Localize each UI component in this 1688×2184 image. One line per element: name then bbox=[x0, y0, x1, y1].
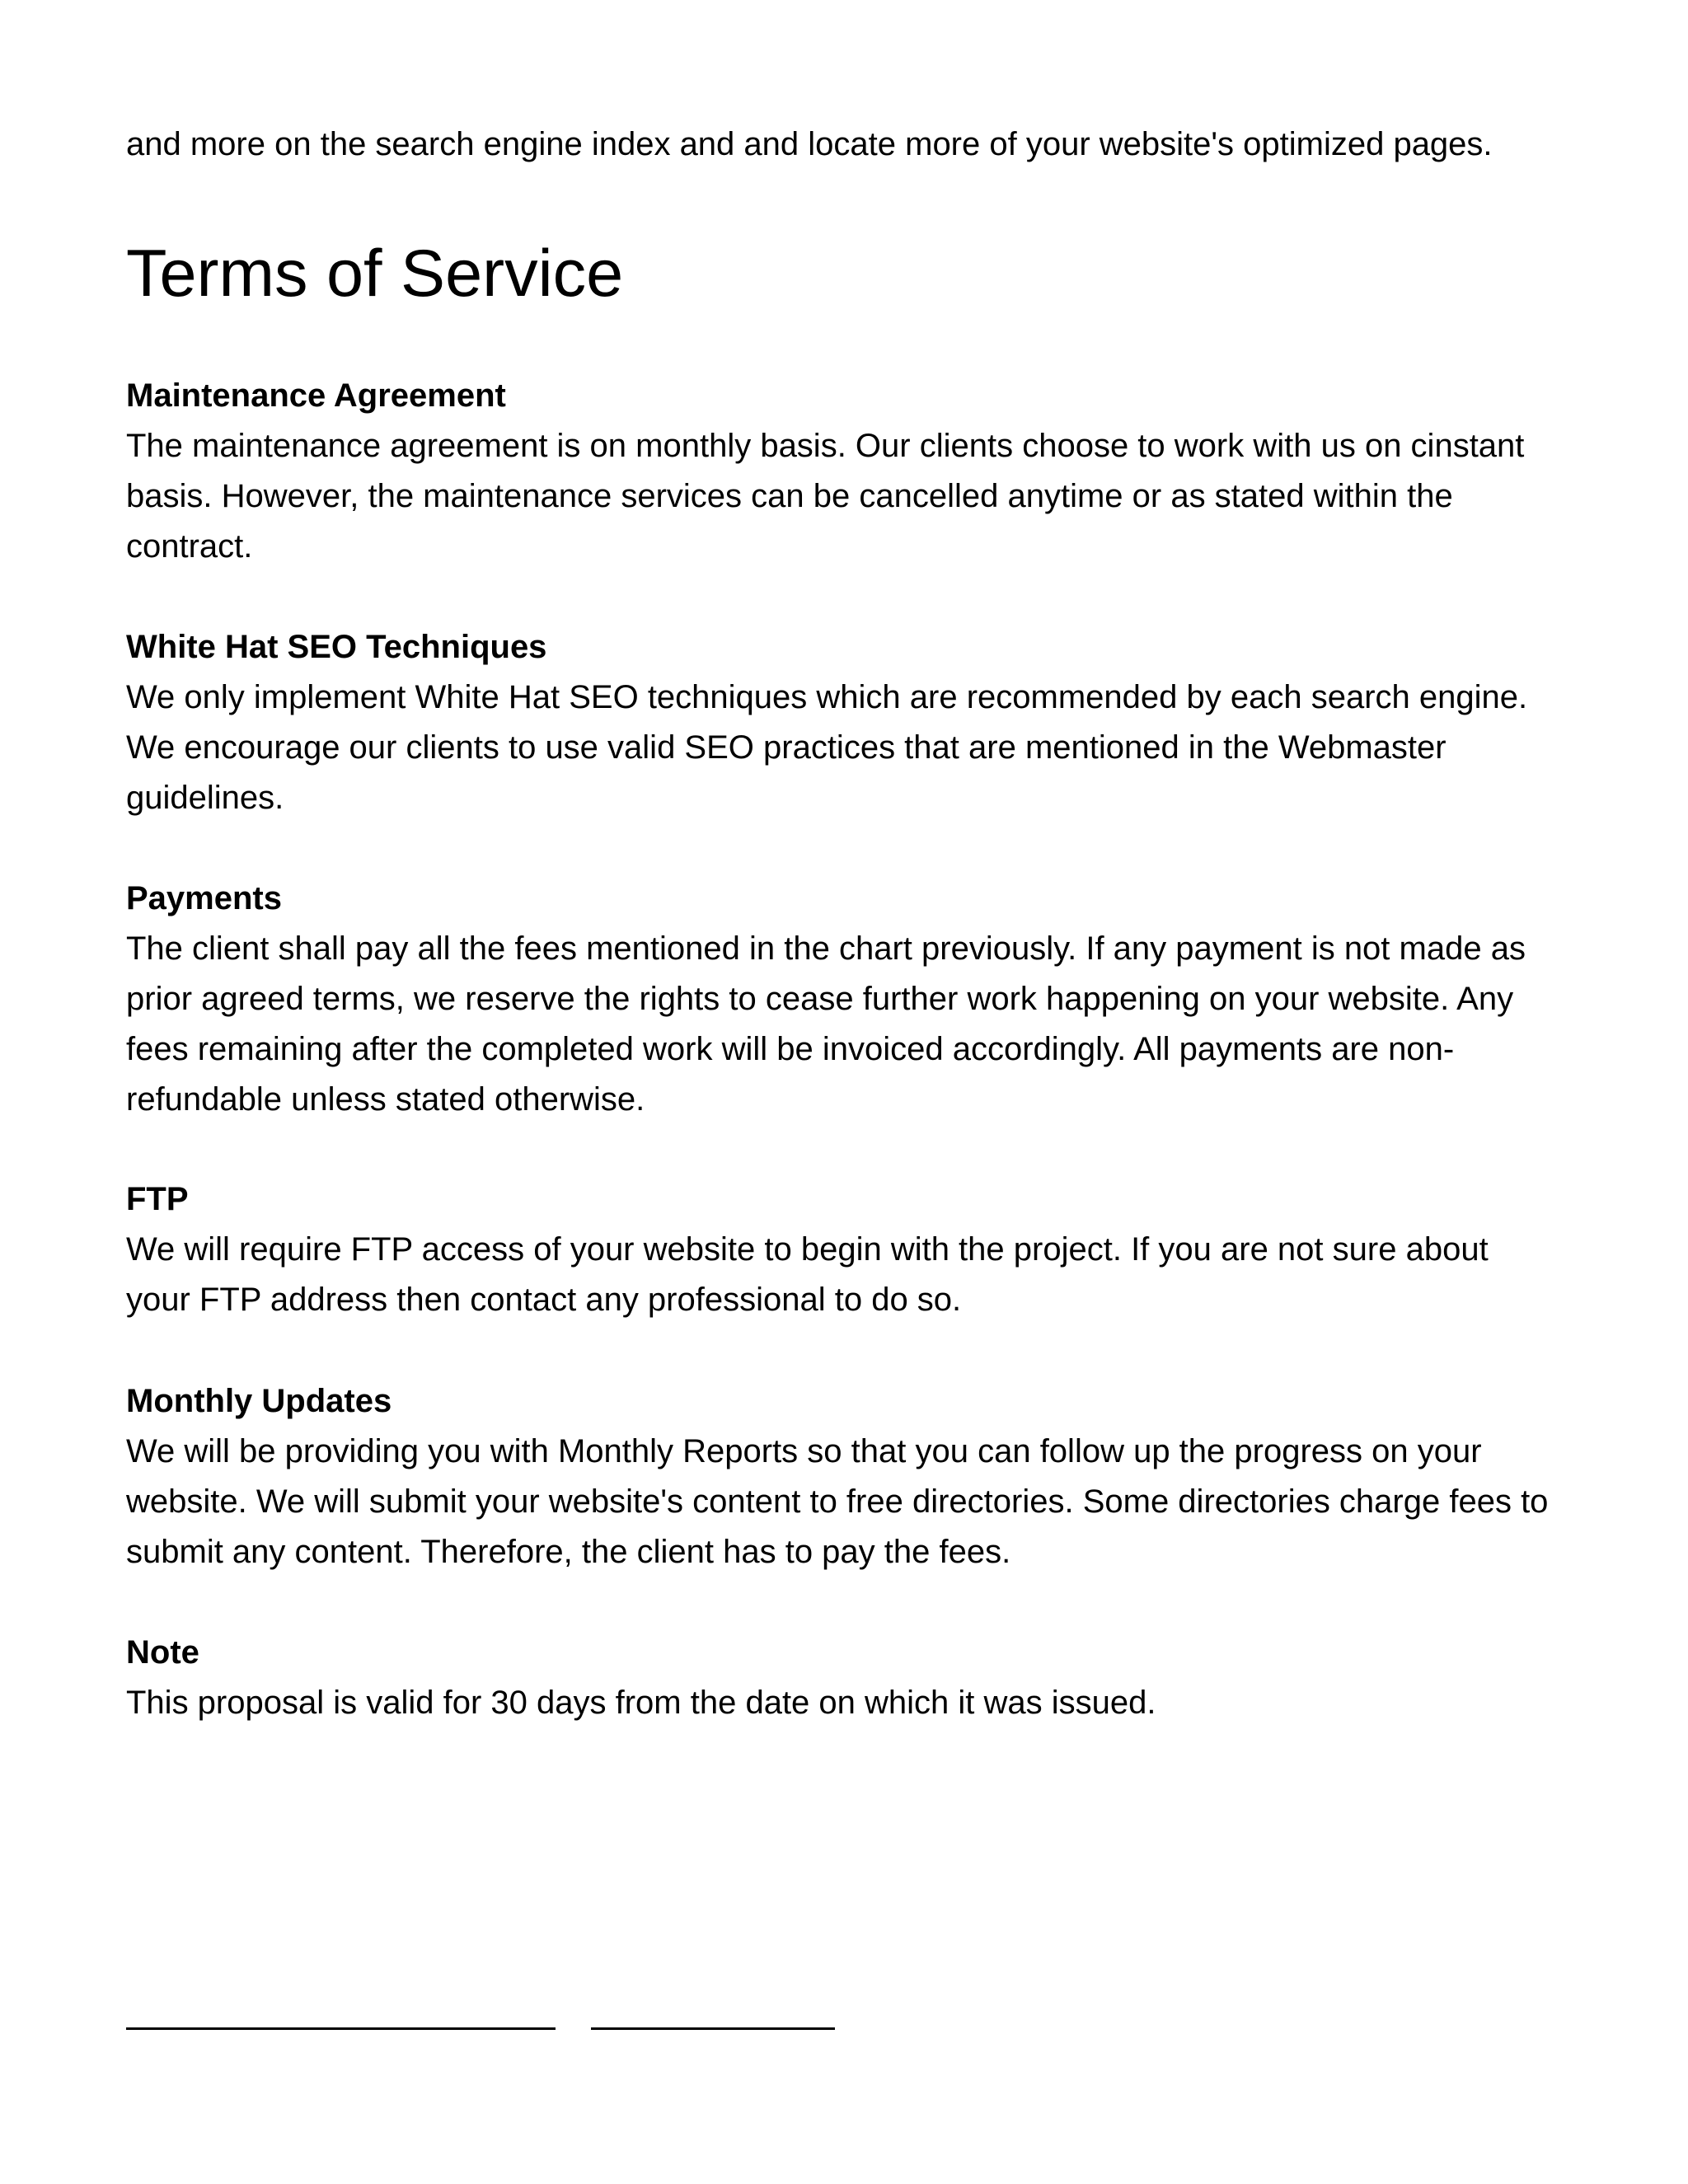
section-body: We only implement White Hat SEO techniques which are recommended by each search engine. We encourage our clients to use valid SEO practices that are mentioned in the Webmaster guidelines. bbox=[126, 679, 1528, 816]
section-body: This proposal is valid for 30 days from the date on which it was issued. bbox=[126, 1685, 1156, 1721]
section-body: The maintenance agreement is on monthly basis. Our clients choose to work with us on cinstant basis. However, the maintenance services can be cancelled anytime or as stated within the contract. bbox=[126, 428, 1525, 565]
section-body: The client shall pay all the fees mentioned in the chart previously. If any payment is not made as prior agreed terms, we reserve the rights to cease further work happening on your website. Any fees remaining after the completed work will be invoiced accordingly. All payments are non-refundable unless stated otherwise. bbox=[126, 930, 1526, 1118]
signature-line bbox=[126, 2027, 556, 2030]
section-note bbox=[126, 1628, 1560, 1728]
section-heading: White Hat SEO Techniques bbox=[126, 629, 547, 665]
page-title: Terms of Service bbox=[126, 237, 624, 311]
section-payments bbox=[126, 874, 1560, 1125]
section-heading: Maintenance Agreement bbox=[126, 377, 506, 414]
section-heading: FTP bbox=[126, 1181, 189, 1217]
section-heading: Note bbox=[126, 1634, 199, 1671]
section-monthly-updates bbox=[126, 1376, 1560, 1577]
section-ftp bbox=[126, 1174, 1560, 1325]
section-heading: Monthly Updates bbox=[126, 1383, 392, 1419]
date-line bbox=[591, 2027, 835, 2030]
section-white-hat-seo bbox=[126, 622, 1560, 823]
intro-text: and more on the search engine index and and locate more of your website's optimized pages. bbox=[126, 126, 1493, 162]
section-heading: Payments bbox=[126, 880, 282, 916]
section-maintenance-agreement bbox=[126, 371, 1560, 572]
section-body: We will require FTP access of your website to begin with the project. If you are not sure about your FTP address then contact any professional to do so. bbox=[126, 1231, 1489, 1318]
section-body: We will be providing you with Monthly Reports so that you can follow up the progress on your website. We will submit your website's content to free directories. Some directories charge fees to submit any content. Therefore, the client has to pay the fees. bbox=[126, 1433, 1549, 1570]
